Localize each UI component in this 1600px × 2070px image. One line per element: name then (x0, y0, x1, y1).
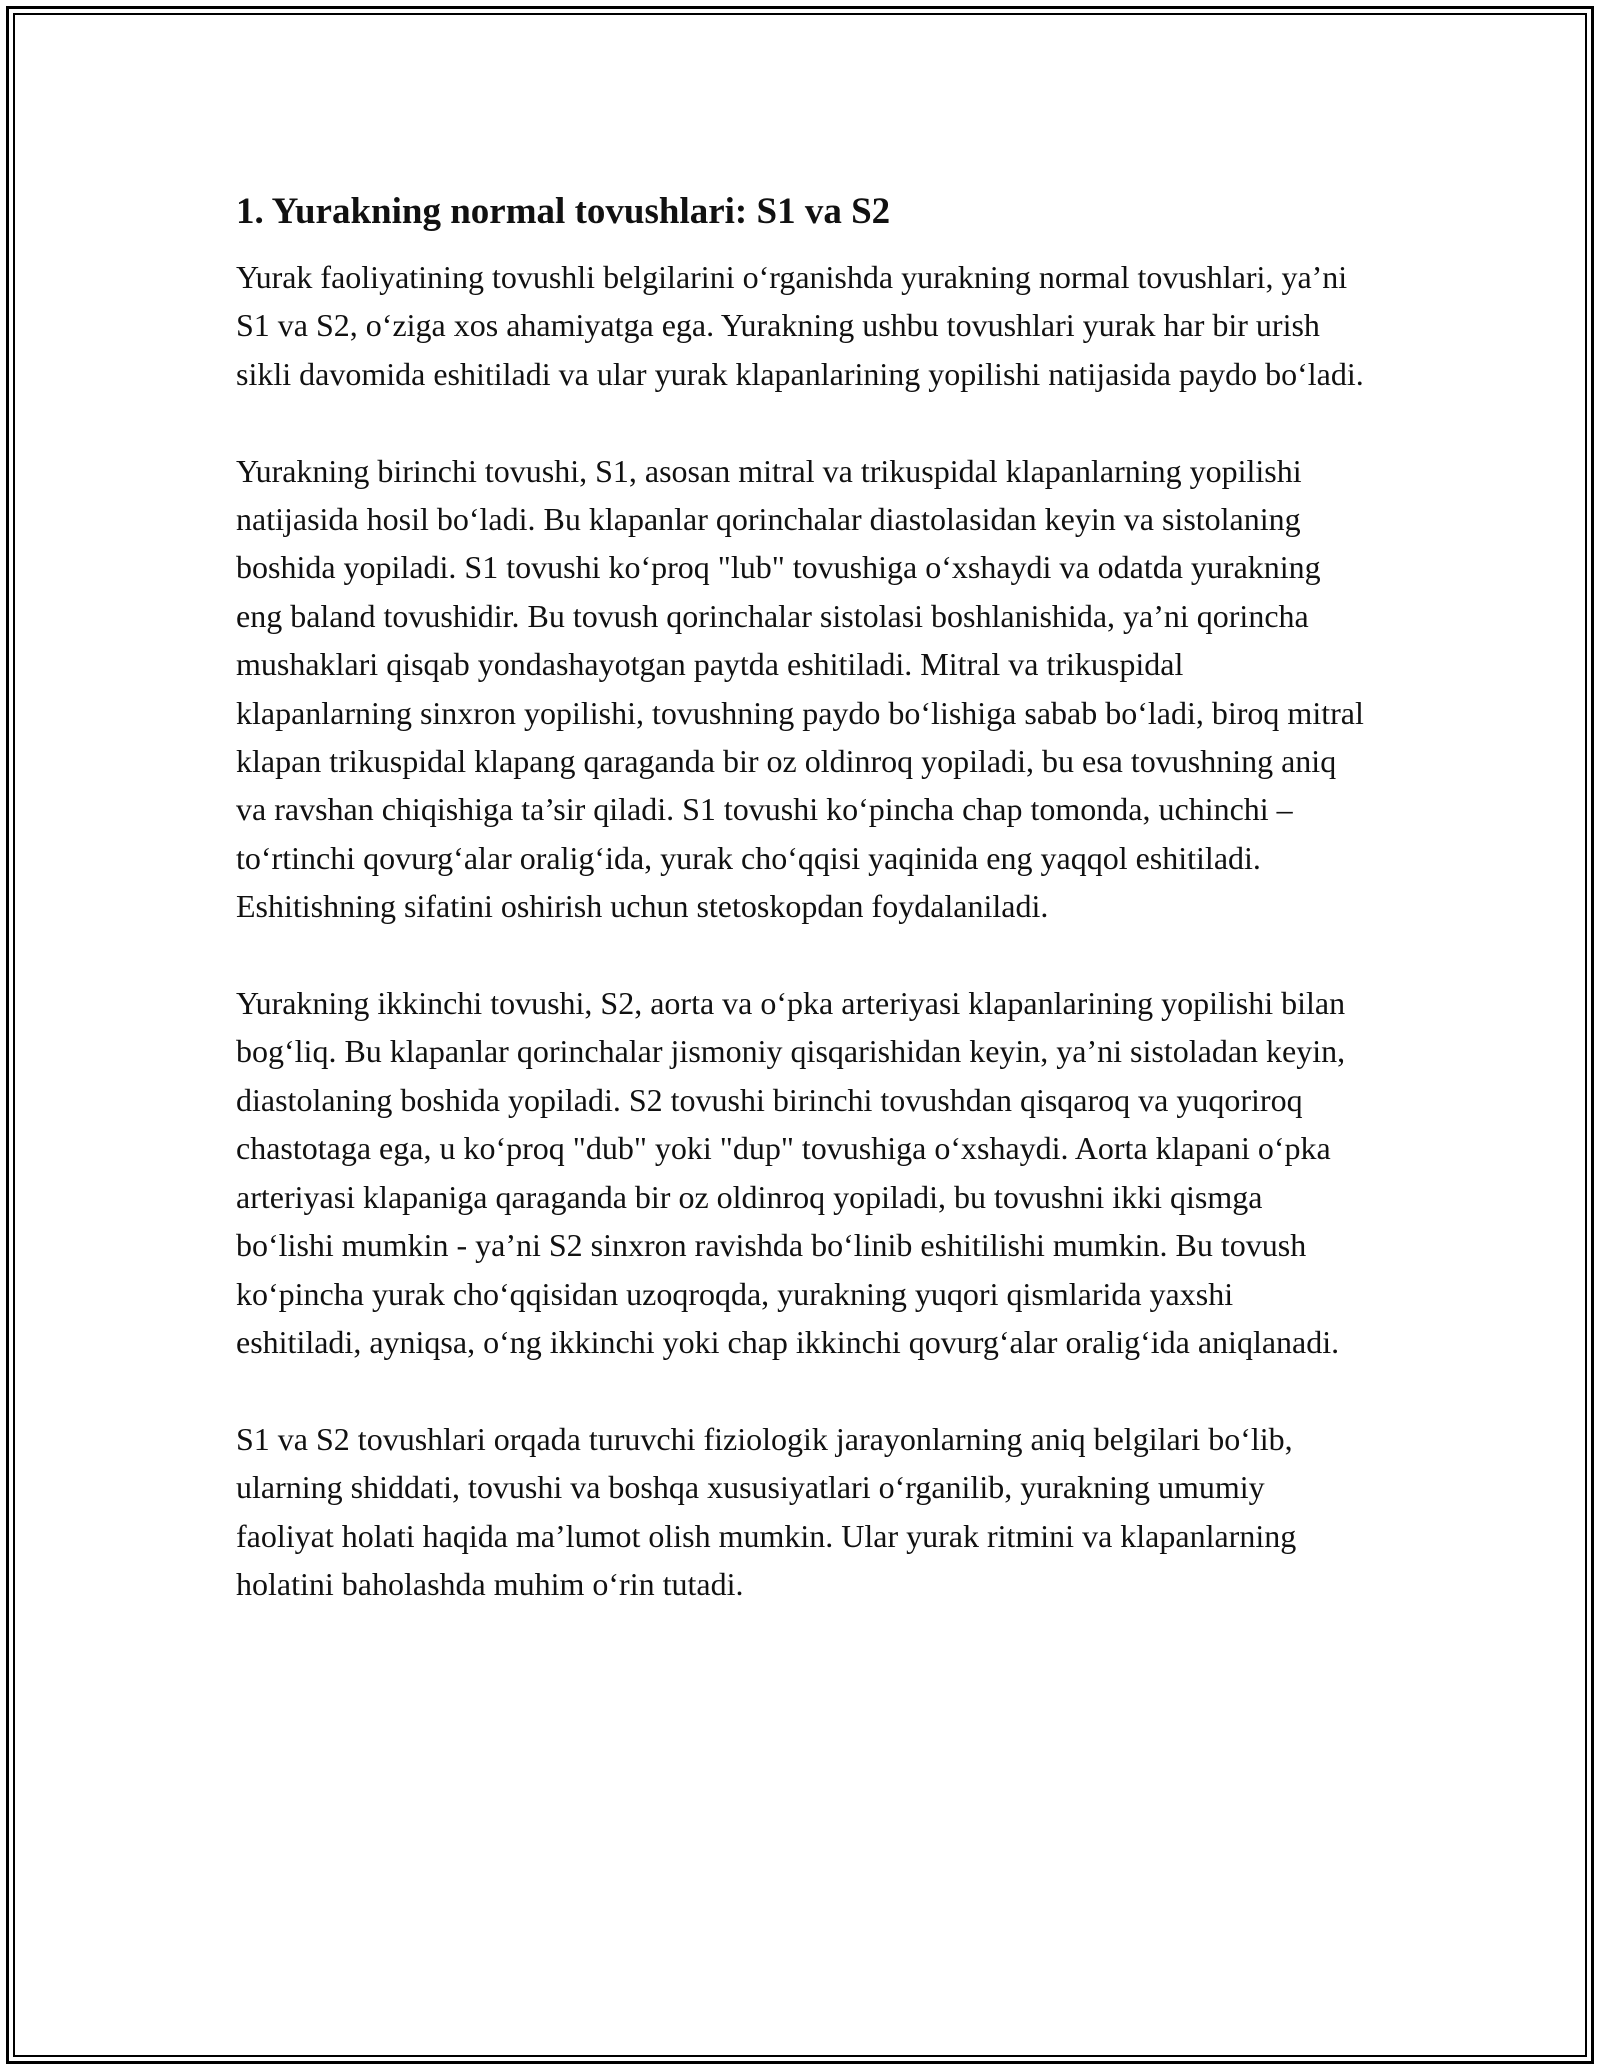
document-body (236, 185, 1366, 1657)
section-title: 1. Yurakning normal tovushlari: S1 va S2 (236, 191, 891, 232)
paragraph-s1: Yurakning birinchi tovushi, S1, asosan mitral va trikuspidal klapanlarning yopilishi natijasida hosil bo‘ladi. Bu klapanlar qorinchalar diastolasidan keyin va sistolaning boshida yopiladi. S1 tovushi ko‘proq "lub" tovushiga o‘xshaydi va odatda yurakning eng baland tovushidir. Bu tovush qorinchalar sistolasi boshlanishida, ya’ni qorincha mushaklari qisqab yondashayotgan paytda eshitiladi. Mitral va trikuspidal klapanlarning sinxron yopilishi, tovushning paydo bo‘lishiga sabab bo‘ladi, biroq mitral klapan trikuspidal klapang qaraganda bir oz oldinroq yopiladi, bu esa tovushning aniq va ravshan chiqishiga ta’sir qiladi. S1 tovushi ko‘pincha chap tomonda, uchinchi – to‘rtinchi qovurg‘alar oralig‘ida, yurak cho‘qqisi yaqinida eng yaqqol eshitiladi. Eshitishning sifatini oshirish uchun stetoskopdan foydalaniladi. (236, 452, 1364, 925)
paragraph-conclusion: S1 va S2 tovushlari orqada turuvchi fiziologik jarayonlarning aniq belgilari bo‘lib, ularning shiddati, tovushi va boshqa xususiyatlari o‘rganilib, yurakning umumiy faoliyat holati haqida ma’lumot olish mumkin. Ular yurak ritmini va klapanlarning holatini baholashda muhim o‘rin tutadi. (236, 1420, 1297, 1602)
paragraph-s2: Yurakning ikkinchi tovushi, S2, aorta va o‘pka arteriyasi klapanlarining yopilishi bilan bog‘liq. Bu klapanlar qorinchalar jismoniy qisqarishidan keyin, ya’ni sistoladan keyin, diastolaning boshida yopiladi. S2 tovushi birinchi tovushdan qisqaroq va yuqoriroq chastotaga ega, u ko‘proq "dub" yoki "dup" tovushiga o‘xshaydi. Aorta klapani o‘pka arteriyasi klapaniga qaraganda bir oz oldinroq yopiladi, bu tovushni ikki qismga bo‘lishi mumkin - ya’ni S2 sinxron ravishda bo‘linib eshitilishi mumkin. Bu tovush ko‘pincha yurak cho‘qqisidan uzoqroqda, yurakning yuqori qismlarida yaxshi eshitiladi, ayniqsa, o‘ng ikkinchi yoki chap ikkinchi qovurg‘alar oralig‘ida aniqlanadi. (236, 985, 1346, 1360)
paragraph-intro: Yurak faoliyatining tovushli belgilarini o‘rganishda yurakning normal tovushlari, ya’ni S1 va S2, o‘ziga xos ahamiyatga ega. Yurakning ushbu tovushlari yurak har bir urish sikli davomida eshitiladi va ular yurak klapanlarining yopilishi natijasida paydo bo‘ladi. (236, 259, 1364, 392)
